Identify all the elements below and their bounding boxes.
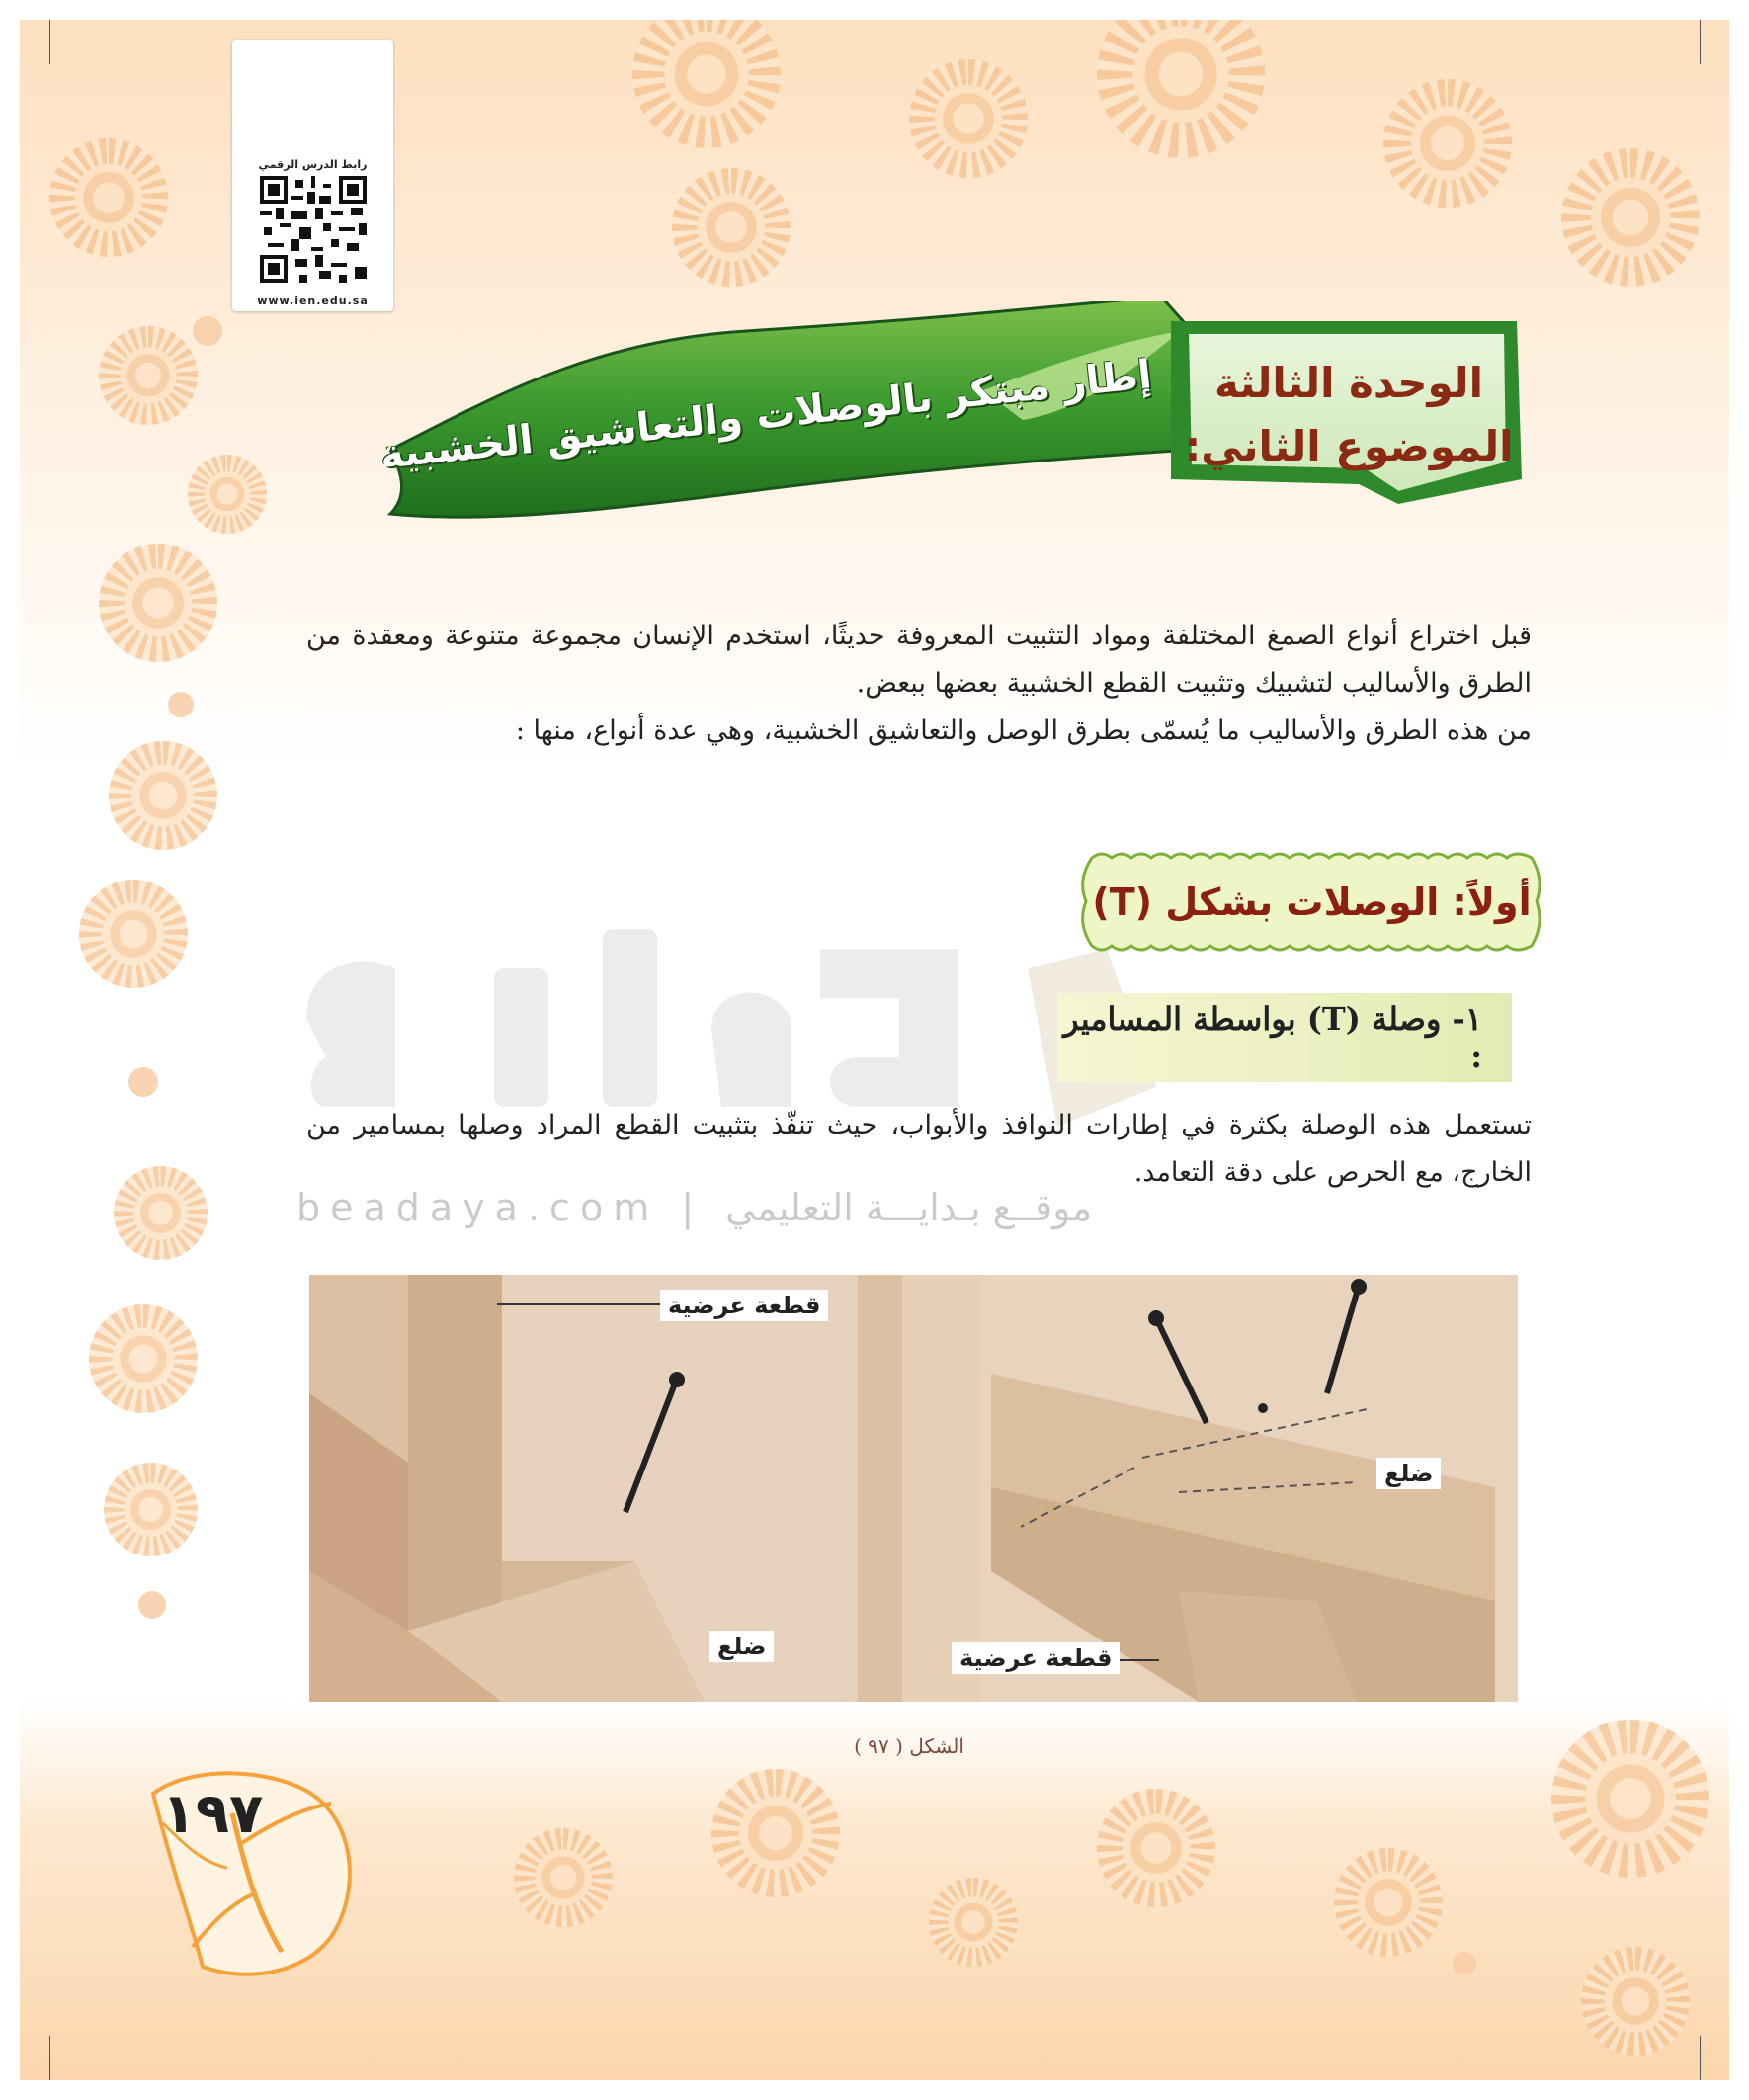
flower-decoration [188, 455, 267, 534]
figure-label-rail-right: ضلع [1376, 1458, 1441, 1489]
intro-text: قبل اختراع أنواع الصمغ المختلفة ومواد التثبيت المعروفة حديثًا، استخدم الإنسان مجموعة متنوعة ومعقدة من الطرق والأساليب لتشبيك وتثبيت القطع الخشبية بعضها ببعض. [306, 621, 1532, 699]
flower-decoration [632, 20, 781, 148]
crop-mark [1700, 2036, 1701, 2080]
flower-decoration [672, 168, 791, 287]
watermark-text: beadaya.com | موقــع بـدايـــة التعليمي [296, 1186, 1093, 1229]
flower-decoration [1097, 20, 1265, 158]
qr-url[interactable]: www.ien.edu.sa [257, 294, 369, 307]
crop-mark [49, 2036, 50, 2080]
unit-box [1181, 326, 1517, 504]
flower-decoration [1334, 1848, 1443, 1957]
header-banner [371, 301, 1556, 529]
subheading: ١- وصلة (T) بواسطة المسامير : [1057, 993, 1512, 1082]
flower-decoration [909, 59, 1028, 178]
qr-label: رابط الدرس الرقمي [258, 158, 368, 171]
flower-decoration [89, 1304, 198, 1413]
intro-text-line2: من هذه الطرق والأساليب ما يُسمّى بطرق الوصل والتعاشيق الخشبية، وهي عدة أنواع، منها : [515, 715, 1532, 746]
flower-decoration [109, 741, 217, 850]
flower-decoration [79, 880, 188, 988]
flower-decoration [1551, 1720, 1709, 1878]
flower-decoration [1097, 1789, 1215, 1907]
flower-decoration [514, 1828, 613, 1927]
section-heading-text: أولاً: الوصلات بشكل (T) [1092, 880, 1532, 924]
dot-decoration [138, 1591, 166, 1619]
flower-decoration [49, 138, 168, 257]
figure-label-crosspiece-right: قطعة عرضية [952, 1642, 1120, 1674]
flower-decoration [929, 1878, 1018, 1967]
crop-mark [1700, 20, 1701, 64]
flower-decoration [1581, 1947, 1690, 2056]
flower-decoration [104, 1463, 198, 1556]
figure-97 [309, 1275, 1518, 1702]
qr-code-icon[interactable] [260, 176, 367, 283]
page-number-badge [133, 1754, 361, 1981]
flower-decoration [711, 1769, 840, 1897]
dot-decoration [1453, 1952, 1476, 1975]
dot-decoration [128, 1067, 158, 1097]
figure-label-crosspiece: قطعة عرضية [660, 1290, 828, 1321]
section-heading [1072, 850, 1551, 954]
unit-label: الوحدة الثالثة [1214, 359, 1483, 407]
flower-decoration [114, 1166, 208, 1260]
intro-paragraph [306, 613, 1532, 755]
figure-caption: الشكل ( ٩٧ ) [854, 1734, 964, 1758]
textbook-page [20, 20, 1729, 2080]
crop-mark [49, 20, 50, 64]
section-paragraph: تستعمل هذه الوصلة بكثرة في إطارات النوافذ والأبواب، حيث تنفّذ بتثبيت القطع المراد وصلها بمسامير من الخارج، مع الحرص على دقة التعامد. [306, 1110, 1532, 1188]
t-joint-illustration [309, 1275, 1518, 1702]
flower-decoration [99, 326, 198, 425]
lesson-title: إطار مبتكر بالوصلات والتعاشيق الخشبية [377, 352, 1154, 478]
dot-decoration [168, 692, 194, 717]
dot-decoration [193, 316, 222, 346]
topic-label: الموضوع الثاني: [1184, 422, 1514, 470]
flower-decoration [1561, 148, 1700, 287]
figure-label-rail: ضلع [709, 1631, 774, 1662]
flower-decoration [99, 544, 217, 662]
flower-decoration [1383, 79, 1512, 208]
page-number: ١٩٧ [161, 1782, 264, 1846]
qr-code-card[interactable] [232, 40, 393, 311]
